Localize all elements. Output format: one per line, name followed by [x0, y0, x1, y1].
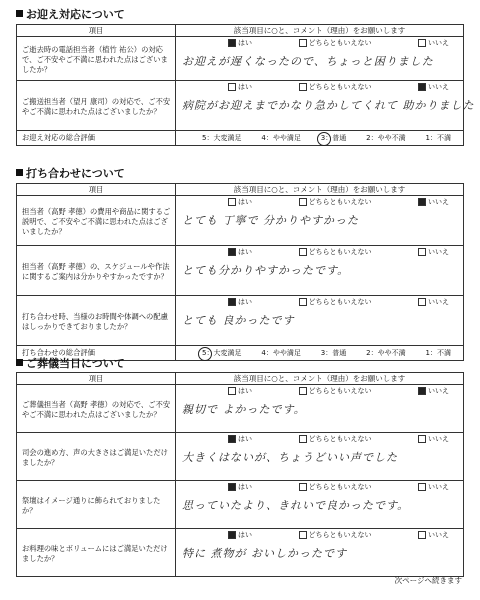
option-neutral[interactable]	[299, 38, 372, 48]
summary-scale	[176, 346, 464, 361]
option-label: いいえ	[428, 531, 449, 539]
rating-option[interactable]: 3：普通	[319, 131, 348, 145]
option-label: はい	[238, 298, 252, 306]
checkbox[interactable]	[299, 83, 307, 91]
rating-option[interactable]: 3：普通	[320, 349, 347, 357]
answer-options	[176, 385, 463, 396]
table-row	[17, 196, 464, 246]
checkbox[interactable]	[299, 483, 307, 491]
option-yes[interactable]	[228, 482, 252, 492]
option-label: はい	[238, 435, 252, 443]
table-pickup	[16, 24, 475, 146]
option-label: どちらともいえない	[308, 435, 372, 443]
rating-option[interactable]: 4：やや満足	[261, 134, 301, 142]
summary-label: 打ち合わせの総合評価	[17, 346, 176, 361]
table-row	[17, 81, 464, 131]
option-label: いいえ	[428, 435, 449, 443]
option-neutral[interactable]	[299, 530, 372, 540]
option-yes[interactable]	[228, 530, 252, 540]
table-row	[17, 246, 464, 296]
answer-options	[176, 246, 463, 257]
option-neutral[interactable]	[299, 247, 372, 257]
checkbox[interactable]	[418, 198, 426, 206]
option-no[interactable]	[418, 386, 449, 396]
checkbox[interactable]	[299, 387, 307, 395]
question: 祭壇はイメージ通りに飾られておりましたか？	[17, 481, 176, 529]
option-label: いいえ	[428, 298, 449, 306]
option-label: はい	[238, 483, 252, 491]
option-label: どちらともいえない	[308, 83, 372, 91]
answer-cell	[176, 296, 464, 346]
answer-options	[176, 37, 463, 48]
option-no[interactable]	[418, 530, 449, 540]
option-neutral[interactable]	[299, 434, 372, 444]
checkbox[interactable]	[228, 435, 236, 443]
option-yes[interactable]	[228, 297, 252, 307]
option-label: どちらともいえない	[308, 483, 372, 491]
handwritten-comment: 病院がお迎えまでかなり急かしてくれて 助かりました	[182, 99, 475, 112]
rating-option[interactable]: 2：やや不満	[366, 134, 406, 142]
option-no[interactable]	[418, 197, 449, 207]
option-neutral[interactable]	[299, 82, 372, 92]
option-label: いいえ	[428, 387, 449, 395]
checkbox[interactable]	[228, 387, 236, 395]
checkbox[interactable]	[299, 298, 307, 306]
handwritten-comment: 親切で よかったです。	[182, 403, 306, 416]
option-no[interactable]	[418, 82, 449, 92]
table-row	[17, 296, 464, 346]
option-label: はい	[238, 387, 252, 395]
rating-option[interactable]: 2：やや不満	[366, 349, 406, 357]
answer-cell	[176, 385, 464, 433]
continue-note: 次ページへ続きます	[394, 576, 462, 585]
option-yes[interactable]	[228, 38, 252, 48]
answer-cell	[176, 196, 464, 246]
checkbox[interactable]	[228, 198, 236, 206]
checkbox[interactable]	[418, 39, 426, 47]
option-neutral[interactable]	[299, 386, 372, 396]
checkbox[interactable]	[228, 483, 236, 491]
option-neutral[interactable]	[299, 482, 372, 492]
checkbox[interactable]	[228, 248, 236, 256]
option-no[interactable]	[418, 434, 449, 444]
question: ご逝去時の電話担当者（植竹 祐公）の対応で、ご不安やご不満に思われた点はございましたか？	[17, 37, 176, 81]
option-label: はい	[238, 531, 252, 539]
checkbox[interactable]	[418, 531, 426, 539]
option-label: はい	[238, 248, 252, 256]
handwritten-comment: とても 丁寧で 分かりやすかった	[182, 214, 359, 227]
handwritten-comment: 大きくはないが、ちょうどいい声でした	[182, 451, 398, 464]
option-label: どちらともいえない	[308, 531, 372, 539]
checkbox[interactable]	[418, 248, 426, 256]
option-yes[interactable]	[228, 434, 252, 444]
table-row	[17, 385, 464, 433]
answer-cell	[176, 481, 464, 529]
option-label: いいえ	[428, 483, 449, 491]
option-neutral[interactable]	[299, 297, 372, 307]
checkbox[interactable]	[228, 83, 236, 91]
answer-cell	[176, 529, 464, 577]
option-label: いいえ	[428, 39, 449, 47]
col-header-answer: 該当項目に○と、コメント（理由）をお願いします	[176, 184, 464, 196]
checkbox[interactable]	[299, 531, 307, 539]
checkbox[interactable]	[299, 39, 307, 47]
table-row	[17, 433, 464, 481]
option-label: どちらともいえない	[308, 248, 372, 256]
rating-option[interactable]: 1：不満	[425, 349, 451, 357]
answer-cell	[176, 246, 464, 296]
handwritten-comment: 思っていたより、きれいで良かったです。	[182, 499, 410, 512]
sec-title-2-text: ご葬儀当日について	[26, 357, 125, 370]
answer-options	[176, 529, 463, 540]
option-label: どちらともいえない	[308, 198, 372, 206]
table-funeral	[16, 372, 464, 577]
checkbox[interactable]	[418, 298, 426, 306]
option-no[interactable]	[418, 38, 449, 48]
table-row	[17, 481, 464, 529]
handwritten-comment: とても分かりやすかったです。	[182, 264, 350, 277]
checkbox[interactable]	[299, 198, 307, 206]
question: 担当者（高野 孝徳）の、スケジュールや作法に関するご案内は分かりやすかったですか？	[17, 246, 176, 296]
answer-options	[176, 81, 463, 92]
checkbox[interactable]	[228, 298, 236, 306]
table-row	[17, 529, 464, 577]
answer-options	[176, 433, 463, 444]
col-header-item: 項目	[17, 25, 176, 37]
sec-title-1-text: 打ち合わせについて	[26, 167, 125, 180]
handwritten-comment: とても 良かったです	[182, 314, 295, 327]
option-label: いいえ	[428, 248, 449, 256]
summary-row	[17, 131, 464, 146]
answer-options	[176, 296, 463, 307]
col-header-answer: 該当項目に○と、コメント（理由）をお願いします	[176, 373, 464, 385]
option-yes[interactable]	[228, 247, 252, 257]
answer-cell	[176, 37, 464, 81]
checkbox[interactable]	[299, 435, 307, 443]
sec-title-1	[16, 167, 125, 181]
sec-title-0	[16, 8, 125, 22]
rating-option[interactable]: 1：不満	[425, 134, 451, 142]
sec-title-0-text: お迎え対応について	[26, 8, 125, 21]
rating-option[interactable]: 4：やや満足	[261, 349, 301, 357]
col-header-answer: 該当項目に○と、コメント（理由）をお願いします	[176, 25, 464, 37]
answer-cell	[176, 433, 464, 481]
col-header-item: 項目	[17, 184, 176, 196]
option-label: いいえ	[428, 198, 449, 206]
option-label: どちらともいえない	[308, 39, 372, 47]
option-label: いいえ	[428, 83, 449, 91]
question: ご搬送担当者（望月 康司）の対応で、ご不安やご不満に思われた点はございましたか？	[17, 81, 176, 131]
summary-scale	[176, 131, 464, 146]
rating-option[interactable]: 5：大変満足	[200, 346, 243, 360]
checkbox[interactable]	[418, 83, 426, 91]
table-row	[17, 37, 464, 81]
sec-title-2	[16, 357, 125, 371]
option-label: はい	[238, 198, 252, 206]
checkbox[interactable]	[418, 387, 426, 395]
handwritten-comment: お迎えが遅くなったので、ちょっと困りました	[182, 55, 434, 68]
question: 打ち合わせ時、当様のお時間や体調への配慮はしっかりできておりましたか？	[17, 296, 176, 346]
option-yes[interactable]	[228, 386, 252, 396]
checkbox[interactable]	[228, 39, 236, 47]
option-neutral[interactable]	[299, 197, 372, 207]
summary-label: お迎え対応の総合評価	[17, 131, 176, 146]
question: ご葬儀担当者（高野 孝徳）の対応で、ご不安やご不満に思われた点はございましたか？	[17, 385, 176, 433]
option-label: はい	[238, 83, 252, 91]
answer-options	[176, 196, 463, 207]
option-label: どちらともいえない	[308, 298, 372, 306]
checkbox[interactable]	[418, 483, 426, 491]
option-yes[interactable]	[228, 197, 252, 207]
checkbox[interactable]	[299, 248, 307, 256]
handwritten-comment: 特に 煮物が おいしかったです	[182, 547, 347, 560]
option-label: どちらともいえない	[308, 387, 372, 395]
option-label: はい	[238, 39, 252, 47]
col-header-item: 項目	[17, 373, 176, 385]
rating-option[interactable]: 5：大変満足	[202, 134, 242, 142]
question: お料理の味とボリュームにはご満足いただけましたか？	[17, 529, 176, 577]
option-no[interactable]	[418, 247, 449, 257]
answer-options	[176, 481, 463, 492]
option-no[interactable]	[418, 482, 449, 492]
option-yes[interactable]	[228, 82, 252, 92]
question: 担当者（高野 孝徳）の費用や商品に関するご説明で、ご不安やご不満に思われた点はございましたか？	[17, 196, 176, 246]
table-meeting	[16, 183, 464, 361]
option-no[interactable]	[418, 297, 449, 307]
checkbox[interactable]	[228, 531, 236, 539]
answer-cell	[176, 81, 475, 131]
question: 司会の進め方、声の大きさはご満足いただけましたか？	[17, 433, 176, 481]
checkbox[interactable]	[418, 435, 426, 443]
